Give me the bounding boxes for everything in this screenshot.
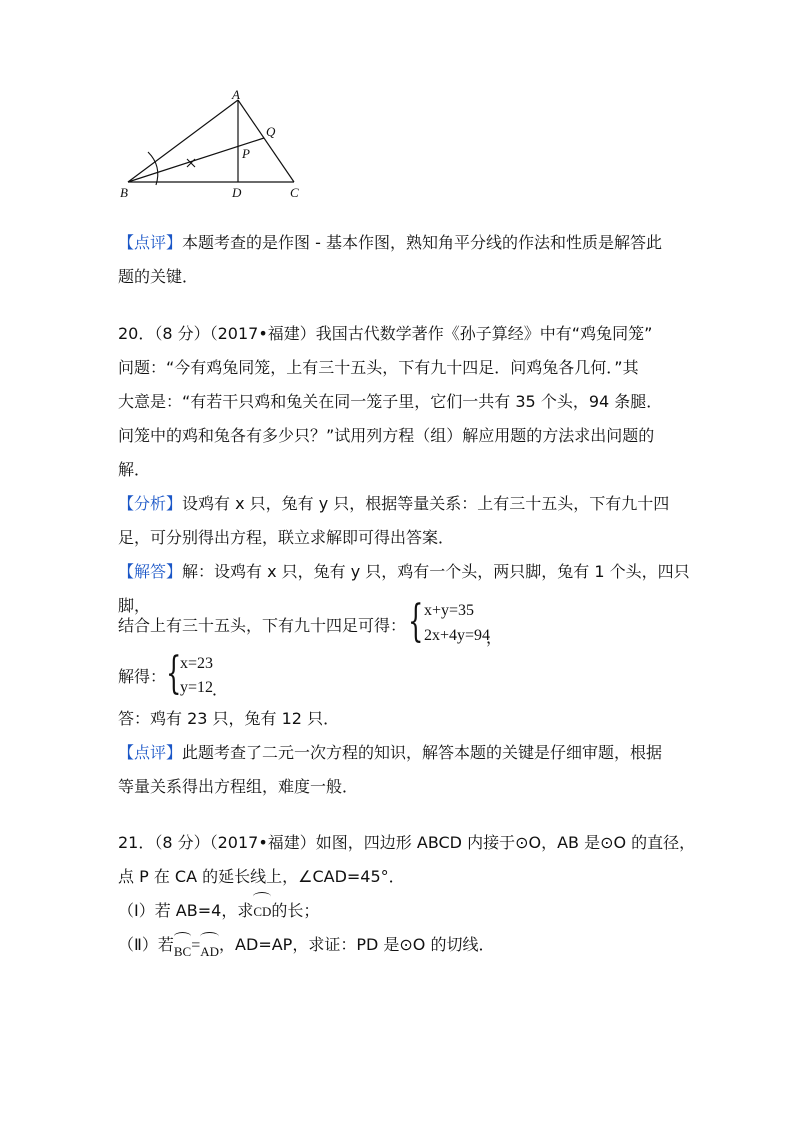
q21-line-2: 点 P 在 CA 的延长线上，∠CAD=45°． (118, 867, 405, 886)
construction-arc (148, 152, 158, 185)
equation-1: x+y=35 (424, 602, 475, 619)
arc-equals: = (191, 937, 201, 954)
remark-tag: 【点评】 (118, 233, 183, 252)
remark-20-tag: 【点评】 (118, 743, 183, 762)
solve-label: 解得： (118, 667, 167, 686)
question-21 (118, 826, 718, 962)
q20-line-5: 解． (118, 460, 151, 479)
remark-text-1: 本题考查的是作图 - 基本作图，熟知角平分线的作法和性质是解答此 (182, 233, 662, 252)
combine-line: 结合上有三十五头，下有九十四足可得： (118, 616, 407, 635)
triangle-figure (116, 87, 316, 200)
label-q: Q (266, 124, 276, 139)
solution-2: y=12 (180, 679, 214, 696)
remark-20-text-2: 等量关系得出方程组，难度一般． (118, 777, 359, 796)
q21-part-2-post: ，AD=AP，求证：PD 是⊙O 的切线． (219, 935, 495, 954)
equation-brace: { (408, 596, 424, 647)
side-ab (128, 100, 238, 182)
q20-line-4: 问笼中的鸡和兔各有多少只？”试用列方程（组）解应用题的方法求出问题的 (118, 426, 655, 445)
final-answer: 答：鸡有 23 只，兔有 12 只． (118, 709, 340, 728)
q20-conclusion (118, 702, 718, 804)
analysis-text-1: 设鸡有 x 只，兔有 y 只，根据等量关系：上有三十五头，下有九十四 (182, 494, 670, 513)
answer-tag: 【解答】 (118, 562, 183, 581)
label-p: P (242, 146, 250, 161)
arc-bc: BC (174, 935, 191, 969)
equation-2: 2x+4y=94 (424, 627, 491, 644)
analysis-text-2: 足，可分别得出方程，联立求解即可得出答案． (118, 528, 455, 547)
label-d: D (232, 185, 242, 200)
solution-1: x=23 (180, 655, 214, 672)
q20-line-3: 大意是：“有若干只鸡和兔关在同一笼子里，它们一共有 35 个头，94 条腿． (118, 392, 663, 411)
side-ac (238, 100, 294, 182)
remark-19 (118, 226, 718, 294)
q21-part-1-post: 的长； (271, 901, 320, 920)
q20-line-1: 20．（8 分）（2017•福建）我国古代数学著作《孙子算经》中有“鸡兔同笼” (118, 324, 653, 343)
answer-text-2: 脚， (118, 596, 151, 615)
q21-line-1: 21．（8 分）（2017•福建）如图，四边形 ABCD 内接于⊙O，AB 是⊙O 的直径， (118, 833, 696, 852)
q21-part-1 (118, 894, 718, 928)
arc-ad: AD (200, 935, 219, 969)
solution-period: ． (212, 680, 229, 699)
answer-text-1: 解：设鸡有 x 只，兔有 y 只，鸡有一个头，两只脚，兔有 1 个头，四只 (182, 562, 690, 581)
label-a: A (232, 87, 240, 102)
q21-part-2-pre: （Ⅱ）若 (118, 935, 174, 954)
label-c: C (290, 185, 299, 200)
solution-brace: { (166, 648, 182, 699)
q20-line-2: 问题：“今有鸡兔同笼，上有三十五头，下有九十四足．问鸡兔各几何．”其 (118, 358, 639, 377)
remark-20-text-1: 此题考查了二元一次方程的知识，解答本题的关键是仔细审题，根据 (182, 743, 663, 762)
equation-comma: ， (486, 628, 503, 647)
q21-part-1-pre: （Ⅰ）若 AB=4，求 (118, 901, 254, 920)
q21-part-2 (118, 928, 718, 962)
arc-cd: CD (253, 895, 271, 929)
label-b: B (120, 185, 128, 200)
analysis-tag: 【分析】 (118, 494, 183, 513)
question-20 (118, 317, 718, 623)
remark-text-2: 题的关键． (118, 267, 199, 286)
